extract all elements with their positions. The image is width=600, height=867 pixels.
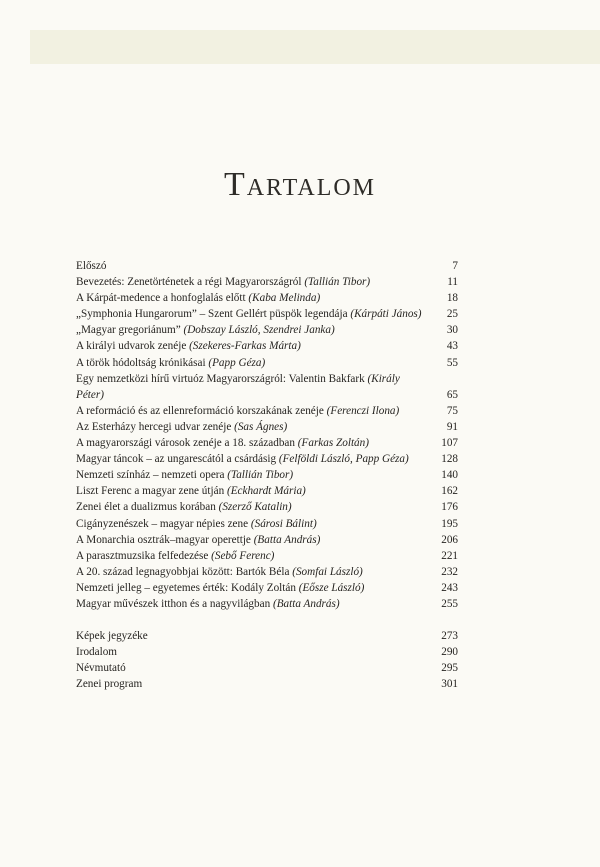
toc-entry-page-number: 295 bbox=[441, 662, 458, 675]
toc-entry bbox=[76, 371, 458, 403]
toc-entry-page-number: 30 bbox=[446, 324, 458, 337]
toc-entry bbox=[76, 499, 458, 515]
toc-entry-title-text: Előszó bbox=[76, 260, 107, 272]
toc-entry-title bbox=[76, 548, 436, 564]
toc-entry-author: (Batta András) bbox=[272, 597, 340, 610]
toc-entry-page-number: 232 bbox=[441, 565, 458, 578]
toc-entry-title bbox=[76, 322, 436, 338]
toc-entry-title-text: A 20. század legnagyobbjai között: Bartók Béla bbox=[76, 565, 290, 578]
toc-entry-page-number: 25 bbox=[446, 308, 458, 321]
toc-entry-title bbox=[76, 596, 436, 612]
toc-entry-title bbox=[76, 371, 436, 403]
toc-entry-page-number: 128 bbox=[441, 453, 458, 466]
toc-entry-title bbox=[76, 499, 436, 515]
toc-entry bbox=[76, 403, 458, 419]
toc-entry bbox=[76, 564, 458, 580]
toc-entry bbox=[76, 628, 458, 644]
toc-entry-page-number: 221 bbox=[441, 549, 458, 562]
toc-entry bbox=[76, 322, 458, 338]
toc-entry-title-text: Zenei élet a dualizmus korában bbox=[76, 501, 216, 514]
toc-entry-author: (Tallián Tibor) bbox=[304, 276, 371, 289]
toc-entry-title bbox=[76, 451, 436, 467]
toc-entry-author: (Sebő Ferenc) bbox=[211, 549, 275, 562]
toc-main-group bbox=[76, 258, 458, 612]
toc-entry-title-text: A magyarországi városok zenéje a 18. században bbox=[76, 437, 295, 450]
toc-entry-page-number: 140 bbox=[441, 469, 458, 482]
toc-entry-author: (Kaba Melinda) bbox=[248, 292, 321, 305]
top-band bbox=[30, 30, 600, 64]
toc-entry-author: (Szerző Katalin) bbox=[218, 501, 292, 514]
toc-entry-page-number: 11 bbox=[447, 276, 458, 289]
toc-entry-author: (Sárosi Bálint) bbox=[250, 517, 317, 530]
toc-entry bbox=[76, 644, 458, 660]
toc-entry bbox=[76, 483, 458, 499]
toc-entry-title-text: Liszt Ferenc a magyar zene útján bbox=[76, 485, 225, 498]
toc-entry-author: (Felföldi László, Papp Géza) bbox=[278, 453, 409, 466]
toc-entry-title bbox=[76, 516, 436, 532]
toc-entry-title-text: Zenei program bbox=[76, 678, 143, 691]
toc-entry bbox=[76, 451, 458, 467]
toc-entry-page-number: 162 bbox=[441, 485, 458, 498]
toc-entry-author: (Kárpáti János) bbox=[350, 308, 422, 321]
toc-entry-title-text: Bevezetés: Zenetörténetek a régi Magyarországról bbox=[76, 276, 302, 289]
toc-entry-author: (Tallián Tibor) bbox=[227, 469, 294, 482]
toc-entry-title-text: A török hódoltság krónikásai bbox=[76, 356, 206, 369]
toc-entry-author: (Papp Géza) bbox=[208, 356, 266, 369]
toc-entry-title-text: „Magyar gregoriánum” bbox=[76, 324, 181, 337]
toc-entry bbox=[76, 676, 458, 692]
toc-entry-title-text: Magyar táncok – az ungarescától a csárdásig bbox=[76, 453, 277, 466]
toc-entry-page-number: 65 bbox=[446, 388, 458, 401]
toc-entry-title bbox=[76, 419, 436, 435]
toc-entry-title bbox=[76, 258, 436, 274]
toc-entry bbox=[76, 532, 458, 548]
toc-entry-page-number: 290 bbox=[441, 646, 458, 659]
toc-entry bbox=[76, 660, 458, 676]
toc-entry-title bbox=[76, 660, 436, 676]
toc-entry-author: (Király Péter) bbox=[76, 372, 400, 401]
toc-entry-page-number: 55 bbox=[446, 356, 458, 369]
toc-entry-author: (Eősze László) bbox=[298, 581, 365, 594]
toc-entry-title-text: Egy nemzetközi hírű virtuóz Magyarországról: Valentin Bakfark bbox=[76, 372, 365, 385]
toc-entry-title-text: A reformáció és az ellenreformáció korszakának zenéje bbox=[76, 404, 324, 417]
toc-entry-title bbox=[76, 338, 436, 354]
toc-entry bbox=[76, 548, 458, 564]
toc-entry-page-number: 301 bbox=[441, 678, 458, 691]
toc-entry-page-number: 195 bbox=[441, 517, 458, 530]
page-title: Tartalom bbox=[223, 166, 377, 203]
toc-entry-title-text: A Monarchia osztrák–magyar operettje bbox=[76, 533, 251, 546]
toc-entry bbox=[76, 306, 458, 322]
toc-entry-title bbox=[76, 403, 436, 419]
toc-entry-title-text: A Kárpát-medence a honfoglalás előtt bbox=[76, 292, 246, 305]
toc-entry bbox=[76, 355, 458, 371]
toc-entry bbox=[76, 516, 458, 532]
toc-entry-title bbox=[76, 564, 436, 580]
toc-entry-title-text: Cigányzenészek – magyar népies zene bbox=[76, 517, 249, 530]
toc-appendix-group bbox=[76, 628, 458, 692]
toc-entry-author: (Dobszay László, Szendrei Janka) bbox=[183, 324, 335, 337]
toc-entry bbox=[76, 419, 458, 435]
toc-entry-title-text: A parasztmuzsika felfedezése bbox=[76, 549, 209, 562]
toc-entry-title bbox=[76, 274, 436, 290]
toc-entry-page-number: 91 bbox=[446, 420, 458, 433]
toc-entry-title-text: Irodalom bbox=[76, 646, 118, 659]
toc-entry-title-text: Névmutató bbox=[76, 662, 126, 675]
toc-entry-page-number: 75 bbox=[446, 404, 458, 417]
toc-entry-title bbox=[76, 355, 436, 371]
toc-entry-title bbox=[76, 467, 436, 483]
toc-entry-page-number: 176 bbox=[441, 501, 458, 514]
toc-entry-page-number: 43 bbox=[446, 340, 458, 353]
toc-entry-title-text: Nemzeti jelleg – egyetemes érték: Kodály Zoltán bbox=[76, 581, 296, 594]
toc-entry-title-text: Képek jegyzéke bbox=[76, 630, 148, 643]
table-of-contents bbox=[76, 258, 458, 692]
toc-entry-page-number: 273 bbox=[441, 630, 458, 643]
toc-entry bbox=[76, 435, 458, 451]
toc-entry-author: (Szekeres-Farkas Márta) bbox=[189, 340, 301, 353]
toc-entry-page-number: 255 bbox=[441, 597, 458, 610]
toc-entry-title-text: „Symphonia Hungarorum” – Szent Gellért püspök legendája bbox=[76, 308, 348, 321]
toc-entry bbox=[76, 338, 458, 354]
toc-entry bbox=[76, 258, 458, 274]
toc-entry-page-number: 7 bbox=[452, 260, 458, 272]
toc-entry bbox=[76, 467, 458, 483]
toc-entry-title bbox=[76, 435, 436, 451]
toc-entry-page-number: 18 bbox=[446, 292, 458, 305]
toc-entry-title bbox=[76, 580, 436, 596]
toc-entry-author: (Farkas Zoltán) bbox=[297, 437, 369, 450]
toc-entry-title-text: A királyi udvarok zenéje bbox=[76, 340, 187, 353]
toc-entry-title bbox=[76, 628, 436, 644]
toc-entry-title-text: Az Esterházy hercegi udvar zenéje bbox=[76, 420, 232, 433]
toc-entry-author: (Eckhardt Mária) bbox=[226, 485, 306, 498]
toc-entry-title bbox=[76, 532, 436, 548]
toc-entry bbox=[76, 290, 458, 306]
toc-entry-author: (Sas Ágnes) bbox=[234, 420, 288, 433]
toc-entry bbox=[76, 274, 458, 290]
toc-entry-title-text: Nemzeti színház – nemzeti opera bbox=[76, 469, 225, 482]
toc-entry-title bbox=[76, 483, 436, 499]
toc-entry-title bbox=[76, 306, 436, 322]
toc-entry-page-number: 206 bbox=[441, 533, 458, 546]
toc-entry-title bbox=[76, 676, 436, 692]
toc-entry-page-number: 243 bbox=[441, 581, 458, 594]
toc-entry-title bbox=[76, 644, 436, 660]
toc-entry-author: (Ferenczi Ilona) bbox=[326, 404, 400, 417]
toc-entry-title-text: Magyar művészek itthon és a nagyvilágban bbox=[76, 597, 271, 610]
toc-entry-title bbox=[76, 290, 436, 306]
toc-entry bbox=[76, 580, 458, 596]
toc-entry-author: (Batta András) bbox=[253, 533, 321, 546]
toc-entry-page-number: 107 bbox=[441, 437, 458, 450]
toc-entry bbox=[76, 596, 458, 612]
toc-entry-author: (Somfai László) bbox=[292, 565, 363, 578]
